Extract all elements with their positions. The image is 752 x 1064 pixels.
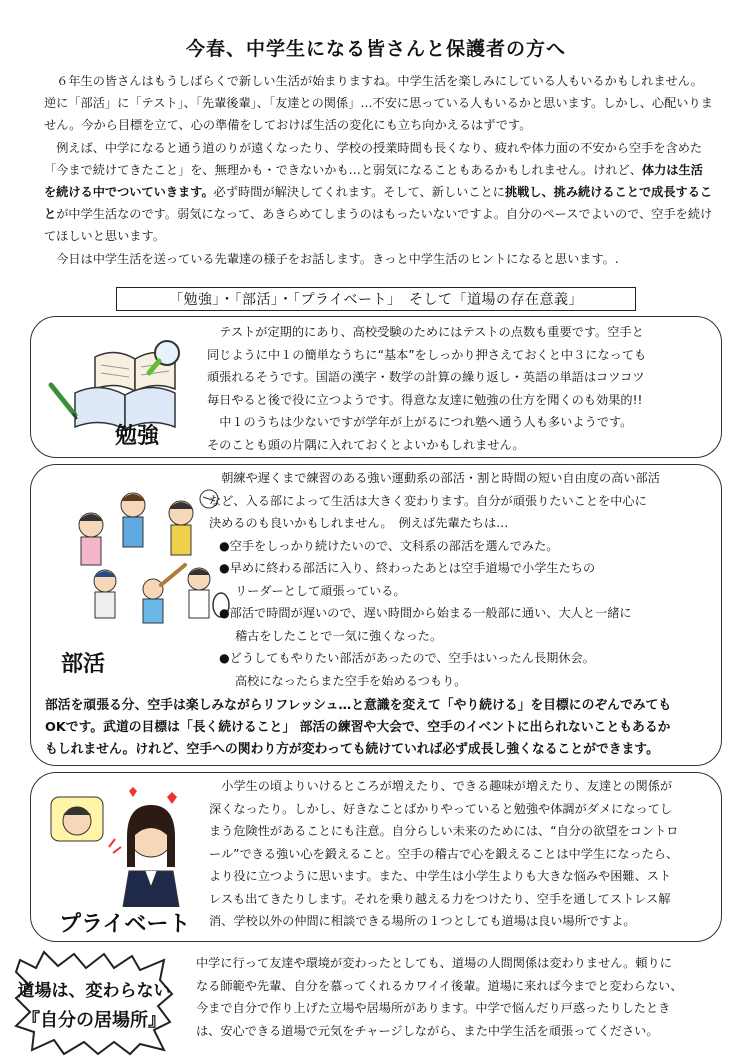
private-label: プライベート [59,912,191,937]
study-label: 勉強 [115,424,160,449]
page-title: 今春、中学生になる皆さんと保護者の方へ [185,38,566,60]
intro-paragraph-3: 今日は中学生活を送っている先輩達の様子をお話します。きっと中学生活のヒントになると思います。. [56,251,619,266]
study-text: テストが定期的にあり、高校受験のためにはテストの点数も重要です。空手と 同じように中１の簡単なうちに“基本”をしっかり押さえておくと中３になっても 頑張れるそうです。国語の漢字・数学の計算の繰り返し・英語の単語はコツコツ 毎日やると後で役に立つようです。得意な友達に勉強の仕方を聞くのも効果的!! 中１のうちは少ないですが学年が上がるにつれ塾へ通う人も多いようです。 そのことも頭の片隅に入れておくとよいかもしれません。 [207,325,647,452]
private-box [30,772,722,942]
slogan-line-2: 『自分の居場所』 [22,1010,166,1031]
club-summary: 部活を頑張る分、空手は楽しみながらリフレッシュ…と意識を変えて「やり続ける」を目標にのぞんでみても OKです。武道の目標は「長く続けること」 部活の練習や大会で、空手のイベントに出られないこともあるか もしれません。けれど、空手への関わり方が変わっても続けていれば必ず成長し強くなることができます。 [45,698,672,757]
study-box [30,316,722,458]
intro-paragraph-2: 例えば、中学になると通う道のりが遠くなったり、学校の授業時間も長くなり、疲れや体力面の不安から空手を含めた「今まで続けてきたこと」を、無理かも・できないかも…と弱気になることもあるかもしれません。けれど、体力は生活を続ける中でついていきます。必ず時間が解決してくれます。そして、新しいことに挑戦し、挑み続けることで成長することが中学生活なのです。弱気になって、あきらめてしまうのはもったいないですよ。自分のペースでよいので、空手を続けてほしいと思います。 [44,140,713,244]
club-box [30,464,722,766]
dojo-slogan-burst [14,950,174,1056]
section-title: 「勉強」・「部活」・「プライベート」 そして「道場の存在意義」 [116,287,636,311]
club-bullet-2: ●早めに終わる部活に入り、終わったあとは空手道場で小学生たちの [219,561,596,575]
intro-text [44,70,714,270]
club-label: 部活 [61,652,106,677]
club-bullet-3: ●部活で時間が遅いので、遅い時間から始まる一般部に通い、大人と一緒に [219,606,632,620]
private-text: 小学生の頃よりいけるところが増えたり、できる趣味が増えたり、友達との関係が 深くなったり。しかし、好きなことばかりやっていると勉強や体調がダメになってし まう危険性があることにも注意。自分らしい未来のためには、“自分の欲望をコントロ ール”できる強い心を鍛えること。空手の稽古で心を鍛えることは中学生になったら、 より役に立つように思います。また、中学生は小学生よりも大きな悩みや困難、スト レスも出てきたりします。それを乗り越える力をつけたり、空手を通してストレス解 消、学校以外の仲間に相談できる場所の１つとしても道場は良い場所ですよ。 [209,779,679,928]
books-magnifier-illustration [45,331,195,431]
club-text: 朝練や遅くまで練習のある強い運動系の部活・割と時間の短い自由度の高い部活 など、入る部によって生活は大きく変わります。自分が頑張りたいことを中心に 決めるのも良いかもしれません。 例えば先輩たちは… ●空手をしっかり続けたいので、文科系の部活を選んでみた。 ●早めに終わる部活に入り、終わったあとは空手道場で小学生たちの リーダーとして頑張っている。 ●部活で時間が遅いので、遅い時間から始まる一般部に通い、大人と一緒に 稽古をしたことで一気に強くなった。 ●どうしてもやりたい部活があったので、空手はいったん長期休会。 高校になったらまた空手を始めるつもり。 [209,467,719,692]
girl-thinking-illustration [47,787,197,907]
club-bullet-1: ●空手をしっかり続けたいので、文科系の部活を選んでみた。 [219,538,559,553]
intro-paragraph-1: ６年生の皆さんはもうしばらくで新しい生活が始まりますね。中学生活を楽しみにしている人もいるかもしれません。逆に「部活」に「テスト」、「先輩後輩」、「友達との関係」…不安に思っている人もいるかと思います。しかし、心配いりません。今から目標を立て、心の準備をしておけば生活の変化にも立ち向かえるはずです。 [44,74,713,133]
club-kids-illustration [61,485,231,635]
slogan-line-1: 道場は、変わらない [17,981,171,1001]
dojo-text: 中学に行って友達や環境が変わったとしても、道場の人間関係は変わりません。頼りに なる師範や先輩、自分を慕ってくれるカワイイ後輩。道場に来れば今までと変わらない、 今まで自分で作り上げた立場や居場所があります。中学で悩んだり戸惑ったりしたとき は、安心できる道場で元気をチャージしながら、また中学生活を頑張ってください。 [196,956,683,1038]
club-bullet-4: ●どうしてもやりたい部活があったので、空手はいったん長期休会。 [219,651,595,665]
